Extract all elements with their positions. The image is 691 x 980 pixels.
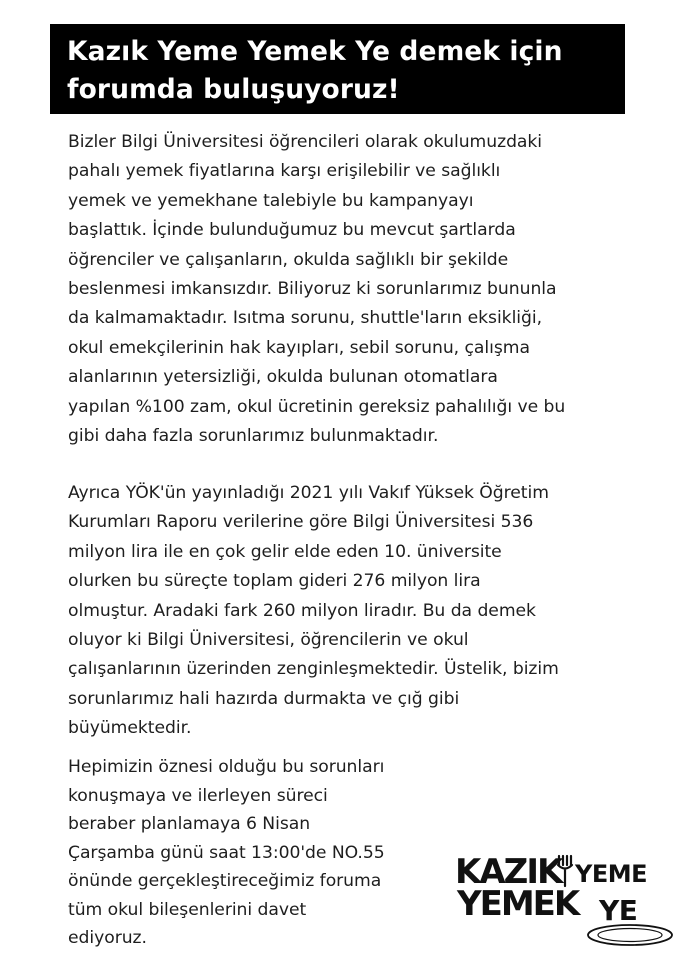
text-line: Ayrıca YÖK'ün yayınladığı 2021 yılı Vakıf Yüksek Öğretim bbox=[68, 483, 549, 503]
text-line: alanlarının yetersizliği, okulda bulunan otomatlara bbox=[68, 367, 498, 388]
text-line: gibi daha fazla sorunlarımız bulunmaktadır. bbox=[68, 426, 439, 447]
text-line: Çarşamba günü saat 13:00'de NO.55 bbox=[68, 842, 385, 863]
fork-icon bbox=[555, 854, 575, 888]
plate-icon bbox=[585, 918, 675, 948]
text-line: Bizler Bilgi Üniversitesi öğrencileri olarak okulumuzdaki bbox=[68, 132, 543, 152]
logo-word-yemek: YEMEK bbox=[457, 884, 579, 924]
title-line-1: Kazık Yeme Yemek Ye demek için bbox=[67, 36, 563, 67]
text-line: Hepimizin öznesi olduğu bu sorunları bbox=[68, 757, 385, 777]
title-banner bbox=[50, 24, 625, 114]
logo-word-ye: YE bbox=[599, 894, 638, 927]
text-line: olmuştur. Aradaki fark 260 milyon liradır. Bu da demek bbox=[68, 600, 536, 621]
text-line: yemek ve yemekhane talebiyle bu kampanyayı bbox=[68, 190, 474, 211]
text-line: Kurumları Raporu verilerine göre Bilgi Üniversitesi 536 bbox=[68, 512, 534, 533]
title-line-2: forumda buluşuyoruz! bbox=[67, 74, 400, 105]
logo-word-yeme: YEME bbox=[575, 860, 648, 888]
text-line: milyon lira ile en çok gelir elde eden 10. üniversite bbox=[68, 541, 502, 562]
text-line: oluyor ki Bilgi Üniversitesi, öğrencilerin ve okul bbox=[68, 630, 469, 651]
text-line: konuşmaya ve ilerleyen süreci bbox=[68, 785, 328, 806]
text-line: pahalı yemek fiyatlarına karşı erişilebilir ve sağlıklı bbox=[68, 161, 501, 182]
text-line: ediyoruz. bbox=[68, 928, 147, 948]
logo-word-kazik: KAZIK bbox=[455, 852, 562, 892]
text-line: da kalmamaktadır. Isıtma sorunu, shuttle'ların eksikliği, bbox=[68, 308, 543, 329]
campaign-logo bbox=[455, 852, 675, 952]
text-line: beraber planlamaya 6 Nisan bbox=[68, 814, 311, 834]
text-line: olurken bu süreçte toplam gideri 276 milyon lira bbox=[68, 571, 481, 592]
text-line: okul emekçilerinin hak kayıpları, sebil sorunu, çalışma bbox=[68, 337, 530, 358]
paragraph-3 bbox=[68, 753, 385, 953]
text-line: başlattık. İçinde bulunduğumuz bu mevcut şartlarda bbox=[68, 220, 516, 241]
text-line: öğrenciler ve çalışanların, okulda sağlıklı bir şekilde bbox=[68, 249, 509, 270]
text-line: büyümektedir. bbox=[68, 718, 192, 739]
text-line: önünde gerçekleştireceğimiz foruma bbox=[68, 871, 382, 891]
paragraph-2 bbox=[68, 479, 559, 744]
text-line: yapılan %100 zam, okul ücretinin gereksiz pahalılığı ve bu bbox=[68, 396, 566, 417]
text-line: çalışanlarının üzerinden zenginleşmektedir. Üstelik, bizim bbox=[68, 659, 559, 680]
text-line: beslenmesi imkansızdır. Biliyoruz ki sorunlarımız bununla bbox=[68, 279, 557, 300]
text-line: sorunlarımız hali hazırda durmakta ve çığ gibi bbox=[68, 688, 460, 709]
text-line: tüm okul bileşenlerini davet bbox=[68, 899, 307, 920]
paragraph-1 bbox=[68, 128, 565, 451]
